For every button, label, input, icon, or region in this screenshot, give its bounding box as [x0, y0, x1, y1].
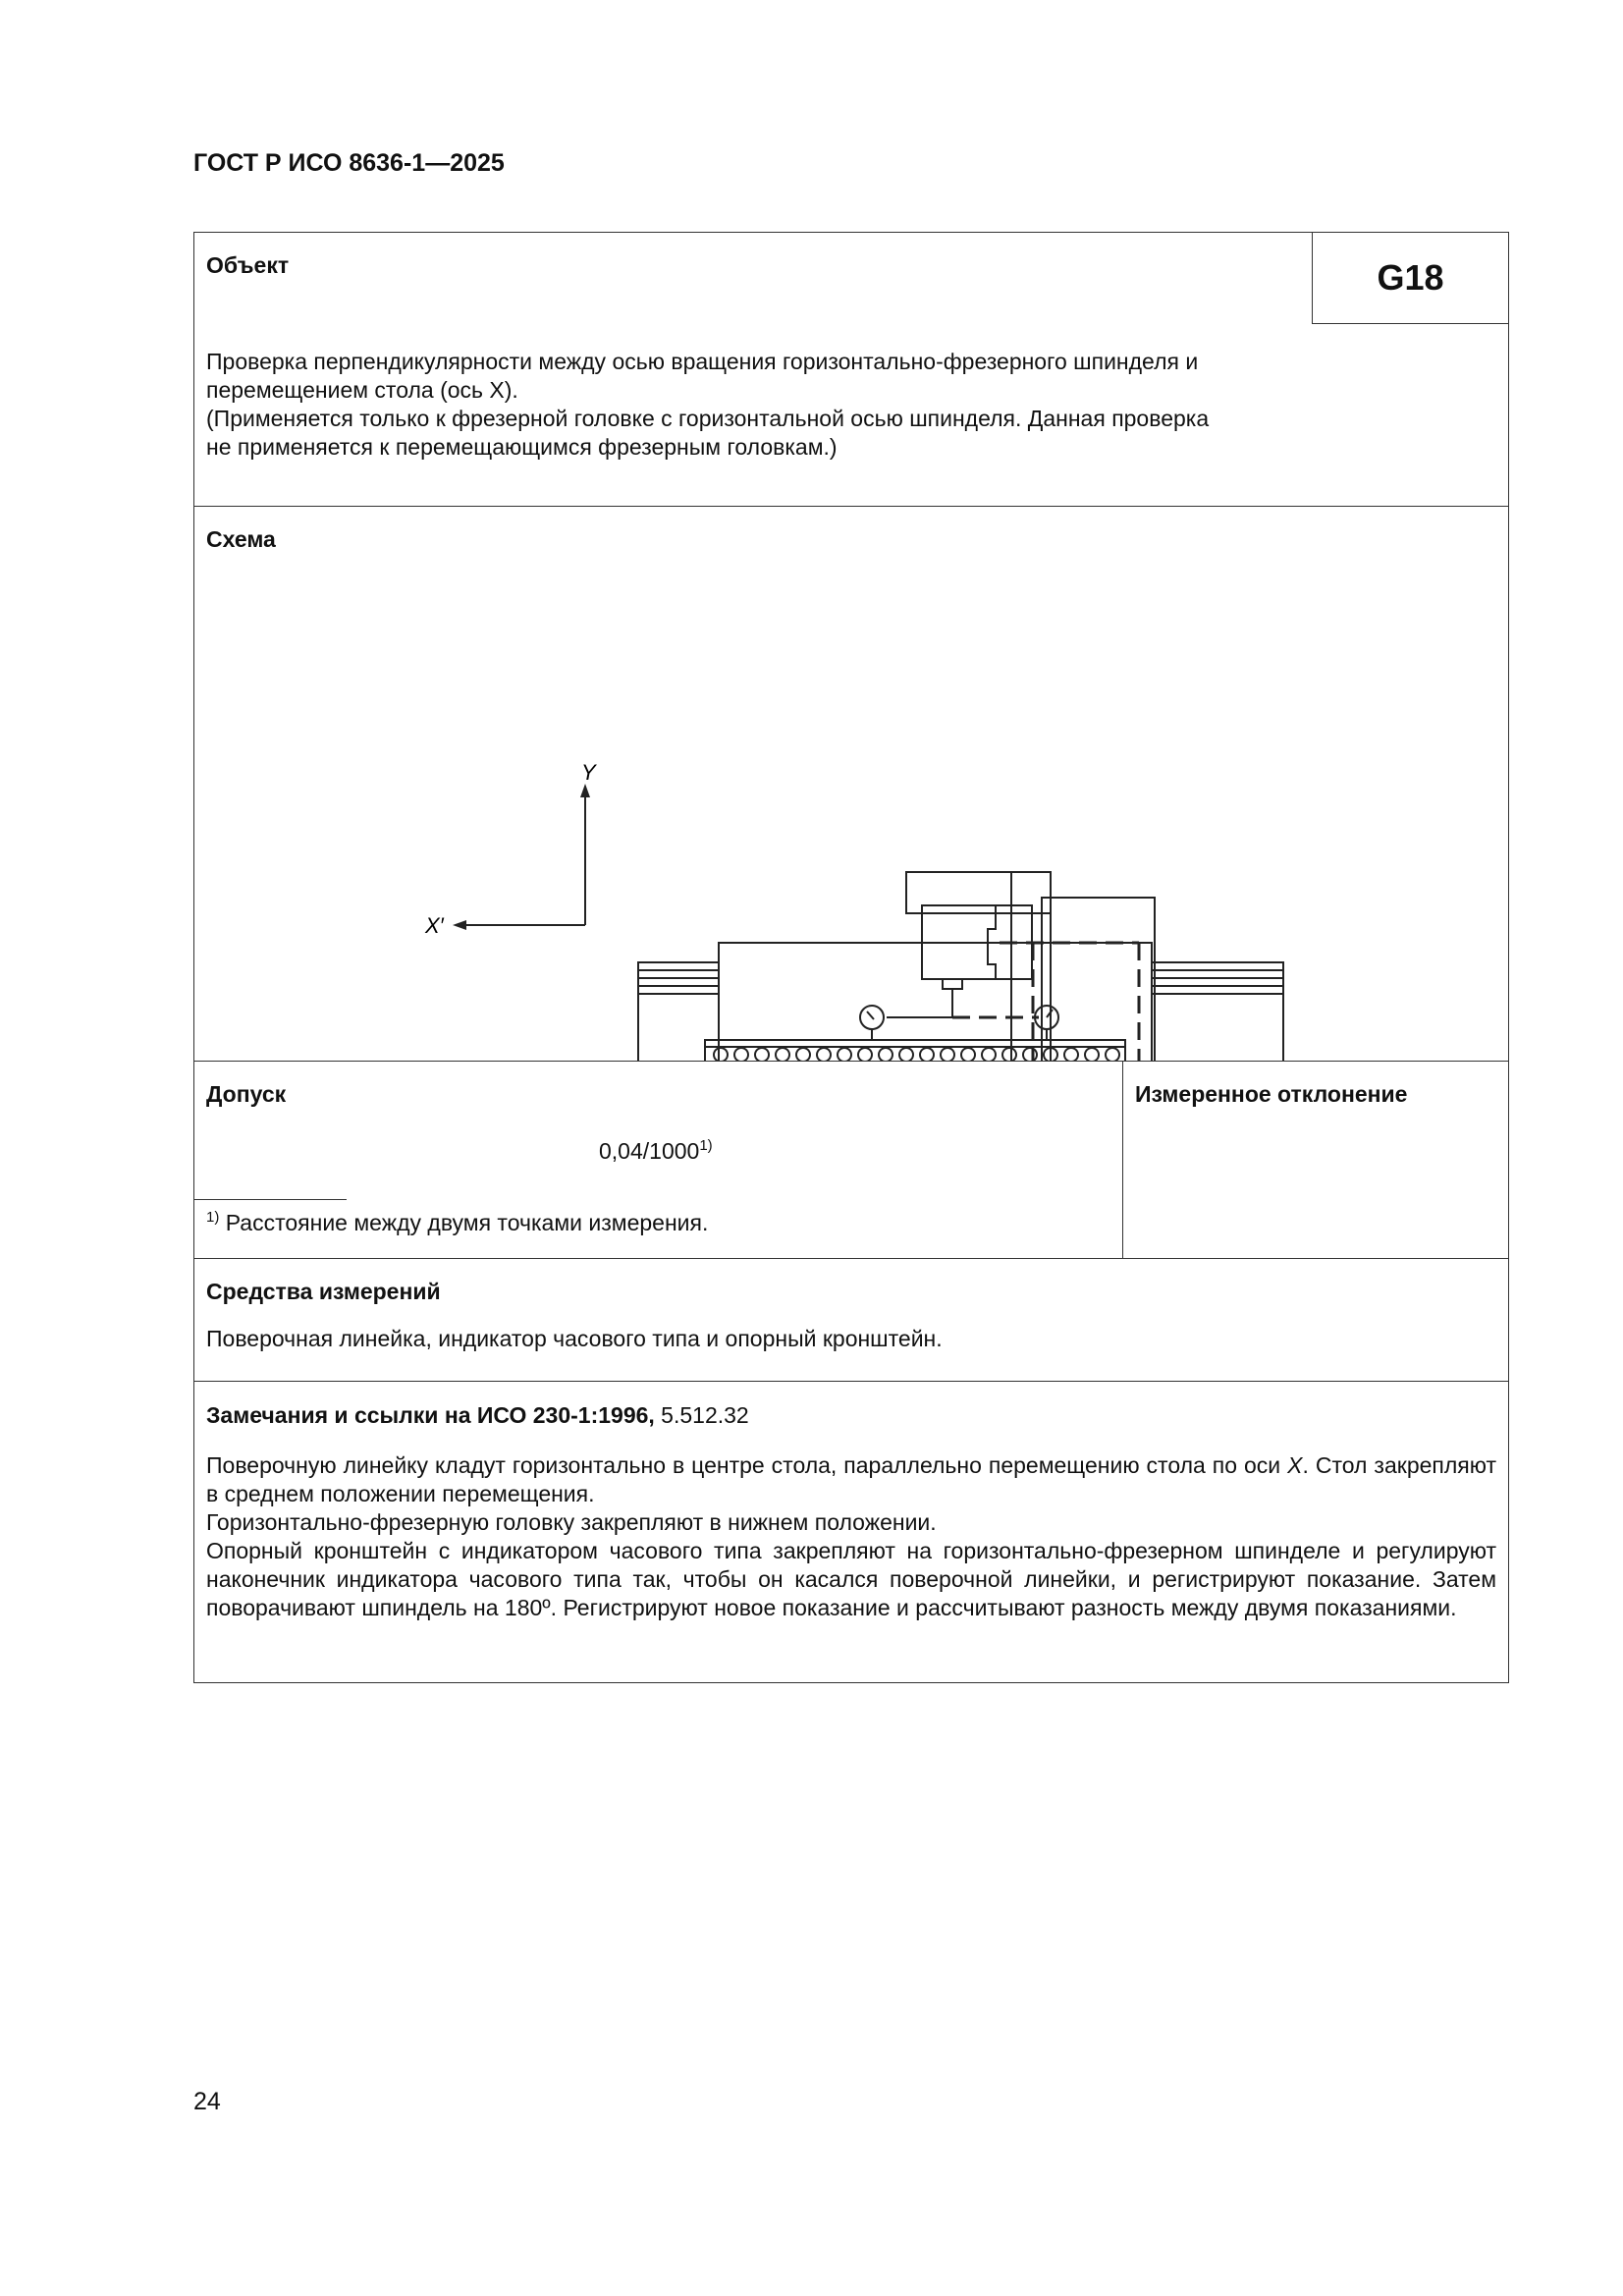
object-label: Объект: [206, 252, 290, 278]
remarks-section: [194, 1382, 1509, 1683]
tolerance-value: 0,04/1000$^{1)}$: [599, 1137, 713, 1164]
tolerance-section: [194, 1062, 1123, 1259]
straightedge-holes: [714, 1048, 1119, 1061]
instruments-text: Поверочная линейка, индикатор часового типа и опорный кронштейн.: [206, 1326, 943, 1351]
axis-y-label: Y: [581, 760, 596, 785]
axis-arrows: [453, 784, 590, 930]
column-frame: [906, 872, 1051, 913]
remarks-label: Замечания и ссылки на ИСО 230-1:1996, 5.512.32: [206, 1402, 749, 1428]
footnote: $^{1)}$ Расстояние между двумя точками измерения.: [206, 1209, 709, 1235]
page-number: 24: [193, 2088, 221, 2115]
machine-table: [719, 943, 1152, 1061]
check-code: G18: [1312, 233, 1508, 324]
right-guideway: [1152, 962, 1283, 1061]
axis-x-label: X′: [425, 913, 444, 938]
measured-deviation-section: [1123, 1062, 1509, 1259]
spindle-nose: [943, 979, 962, 989]
scheme-label: Схема: [206, 526, 276, 552]
rotated-position-outline: [952, 943, 1139, 1061]
object-text: Проверка перпендикулярности между осью вращения горизонтально-фрезерного шпинделя и перемещением стола (ось X). (Применяется только к фрезерной головке с горизонтальной осью шпинделя. Данная проверка не применяется к перемещающимся фрезерным головкам.): [206, 349, 1210, 460]
object-section: [194, 233, 1509, 507]
document-header: ГОСТ Р ИСО 8636-1—2025: [193, 149, 505, 177]
scheme-section: [194, 507, 1509, 1062]
remarks-text: Поверочную линейку кладут горизонтально в центре стола, параллельно перемещению стола по оси X. Стол закрепляют в среднем положении перемещения. Горизонтально-фрезерную головку закрепляют в нижнем положении. Опорный кронштейн с индикатором часового типа закрепляют на горизонтально-фрезерном шпинделе и регулируют наконечник индикатора часового типа так, чтобы он касался поверочной линейки, и регистрируют показание. Затем поворачивают шпиндель на 180º. Регистрируют новое показание и рассчитывают разность между двумя показаниями.: [206, 1452, 1497, 1620]
instruments-label: Средства измерений: [206, 1279, 441, 1304]
footnote-rule: [194, 1199, 347, 1200]
measured-deviation-label: Измеренное отклонение: [1135, 1081, 1408, 1107]
scheme-diagram: [194, 507, 1509, 1061]
tolerance-label: Допуск: [206, 1081, 287, 1107]
check-card: [193, 232, 1509, 1683]
instruments-section: [194, 1259, 1509, 1382]
